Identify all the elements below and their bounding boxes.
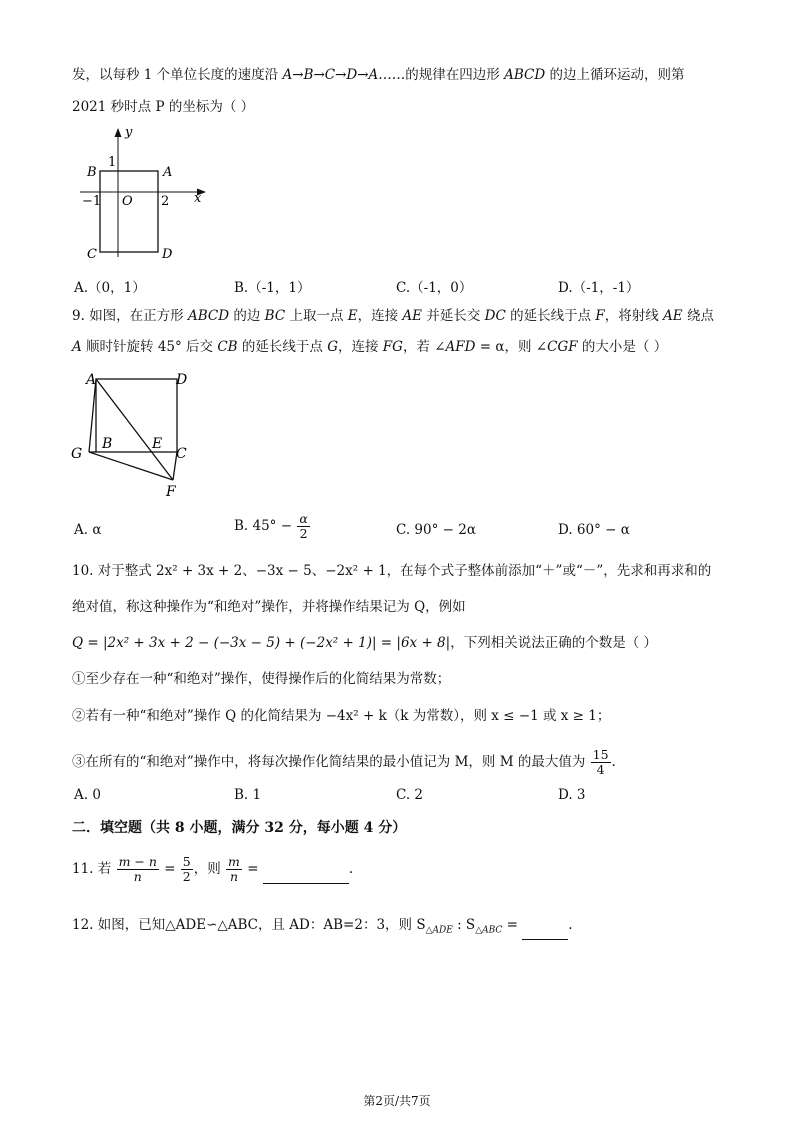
q9-line1 (72, 307, 714, 325)
q12-equals: = (502, 917, 523, 933)
q9-t: G (327, 339, 338, 355)
q10-choice-b: B. 1 (234, 787, 262, 803)
q10-s3-fraction (591, 748, 611, 777)
q9-t: ABCD (187, 308, 230, 324)
q9-t: AE (402, 308, 423, 324)
q12-end: . (568, 917, 573, 933)
q9-t: A (72, 339, 82, 355)
q10-line1: 10. 对于整式 2x² + 3x + 2、−3x − 5、−2x² + 1，在每个式子整体前添加“＋”或“－”，先求和再求和的 (72, 563, 712, 579)
q9-t: AFD (445, 339, 476, 355)
fig9-label-E: E (152, 436, 163, 452)
q9-t: BC (264, 308, 286, 324)
fig8-label-O: O (122, 194, 133, 209)
q9-choice-b (234, 512, 311, 541)
q9-choice-b-fraction (297, 512, 309, 541)
q8-quad: ABCD (504, 67, 546, 83)
q9-t: ，若 ∠ (402, 339, 446, 355)
q9-square-figure (66, 366, 206, 502)
q11-fraction-1 (117, 855, 159, 884)
q12-line (72, 916, 572, 940)
q10-statement-3 (72, 748, 616, 777)
q11-end: . (348, 861, 354, 877)
q9-choice-d: D. 60° − α (558, 522, 630, 538)
frac-num: 15 (592, 747, 609, 762)
frac-den: 4 (596, 762, 605, 777)
q9-t: DC (484, 308, 506, 324)
q11-line (72, 855, 353, 884)
q9-t: FG (382, 339, 403, 355)
fig8-label-B: B (87, 165, 97, 180)
frac-num: m (228, 854, 240, 869)
fig9-label-F: F (166, 484, 176, 500)
q8-text: 发，以每秒 1 个单位长度的速度沿 (72, 67, 283, 83)
frac-num: 5 (182, 854, 191, 869)
q8-choice-c: C.（-1，0） (396, 280, 473, 296)
q10-example-equation: Q = |2x² + 3x + 2 − (−3x − 5) + (−2x² + 1)| = |6x + 8| (72, 635, 451, 651)
fig9-label-D: D (176, 372, 188, 388)
q10-choice-a: A. 0 (74, 787, 101, 803)
fig9-label-A: A (86, 372, 97, 388)
q9-choice-a: A. α (74, 522, 102, 538)
q8-line2: 2021 秒时点 P 的坐标为（ ） (72, 99, 255, 115)
q9-t: 绕点 (682, 308, 714, 324)
q9-t: 的大小是（ ） (577, 339, 668, 355)
q12-sub-abc: △ABC (475, 925, 503, 936)
q11-text: 11. 若 (72, 861, 112, 877)
q10-statement-2: ②若有一种“和绝对”操作 Q 的化简结果为 −4x² + k（k 为常数），则 x ≤ −1 或 x ≥ 1； (72, 708, 611, 724)
q8-choice-a: A.（0，1） (74, 280, 146, 296)
q9-number: 9. (72, 308, 85, 324)
q10-line3 (72, 634, 657, 652)
q9-t: 的延长线于点 (505, 308, 596, 324)
fig8-y-label: y (125, 125, 133, 140)
fig9-label-B: B (102, 436, 113, 452)
frac-den: 2 (299, 526, 308, 541)
page-footer: 第2页/共7页 (363, 1094, 431, 1108)
q10-s3-end: . (611, 754, 616, 770)
q12-answer-blank[interactable] (522, 923, 568, 940)
q10-s3-text: ③在所有的“和绝对”操作中，将每次操作化简结果的最小值记为 M，则 M 的最大值为 (72, 754, 586, 770)
q9-t: 并延长交 (422, 308, 485, 324)
q9-t: ，连接 (337, 339, 383, 355)
q9-t: ，连接 (357, 308, 403, 324)
q11-fraction-2 (181, 855, 193, 884)
frac-den: n (133, 869, 142, 884)
q12-colon: : S (452, 917, 476, 933)
q8-coordinate-figure (80, 122, 220, 262)
q9-t: CB (217, 339, 238, 355)
q10-choice-d: D. 3 (558, 787, 586, 803)
q11-answer-blank[interactable] (263, 867, 349, 884)
q8-text2: 的规律在四边形 (405, 67, 505, 83)
q9-t: = α，则 ∠ (475, 339, 548, 355)
q8-choice-b: B.（-1，1） (234, 280, 311, 296)
q11-equals: = (164, 861, 176, 877)
fig9-label-G: G (71, 446, 83, 462)
q9-t: 的延长线于点 (237, 339, 328, 355)
q11-fraction-3 (226, 855, 242, 884)
q10-line2: 绝对值，称这种操作为“和绝对”操作，并将操作结果记为 Q，例如 (72, 599, 466, 615)
q8-choice-d: D.（-1，-1） (558, 280, 640, 296)
fig8-x-label: x (194, 191, 202, 206)
section-title: 二．填空题（共 8 小题，满分 32 分，每小题 4 分） (72, 820, 407, 836)
q9-choice-c: C. 90° − 2α (396, 522, 476, 538)
q9-t: E (347, 308, 358, 324)
fig8-label-D: D (162, 247, 173, 262)
q10-statement-1: ①至少存在一种“和绝对”操作，使得操作后的化简结果为常数； (72, 671, 451, 687)
fig9-label-C: C (176, 446, 187, 462)
q8-line1 (72, 66, 684, 84)
fig8-tick-neg1: −1 (82, 194, 102, 209)
q9-line2 (72, 338, 667, 356)
frac-den: 2 (182, 869, 191, 884)
q8-text3: 的边上循环运动，则第 (545, 67, 685, 83)
q9-t: AE (663, 308, 683, 324)
q10-choice-c: C. 2 (396, 787, 424, 803)
q10-text: ，下列相关说法正确的个数是（ ） (450, 635, 657, 651)
fig8-tick-1: 1 (108, 155, 117, 170)
q9-t: 上取一点 (285, 308, 348, 324)
q12-sub-ade: △ADE (425, 925, 453, 936)
q9-t: F (595, 308, 605, 324)
fig8-label-C: C (87, 247, 97, 262)
q8-path: A→B→C→D→A…… (282, 67, 406, 83)
q11-equals-2: = (247, 861, 259, 877)
q12-text: 12. 如图，已知△ADE∽△ABC，且 AD：AB=2：3，则 S (72, 917, 426, 933)
fig8-tick-2: 2 (161, 194, 170, 209)
frac-num: m − n (118, 854, 157, 869)
q9-choice-b-text: B. 45° − (234, 518, 293, 534)
q9-t: ，将射线 (604, 308, 664, 324)
frac-den: n (229, 869, 238, 884)
q11-text2: ，则 (193, 861, 221, 877)
q9-t: 的边 (229, 308, 265, 324)
q9-t: 顺时针旋转 45° 后交 (81, 339, 218, 355)
q9-t: CGF (547, 339, 578, 355)
q9-t: 如图，在正方形 (89, 308, 188, 324)
frac-num: α (299, 511, 308, 526)
fig8-label-A: A (163, 165, 173, 180)
